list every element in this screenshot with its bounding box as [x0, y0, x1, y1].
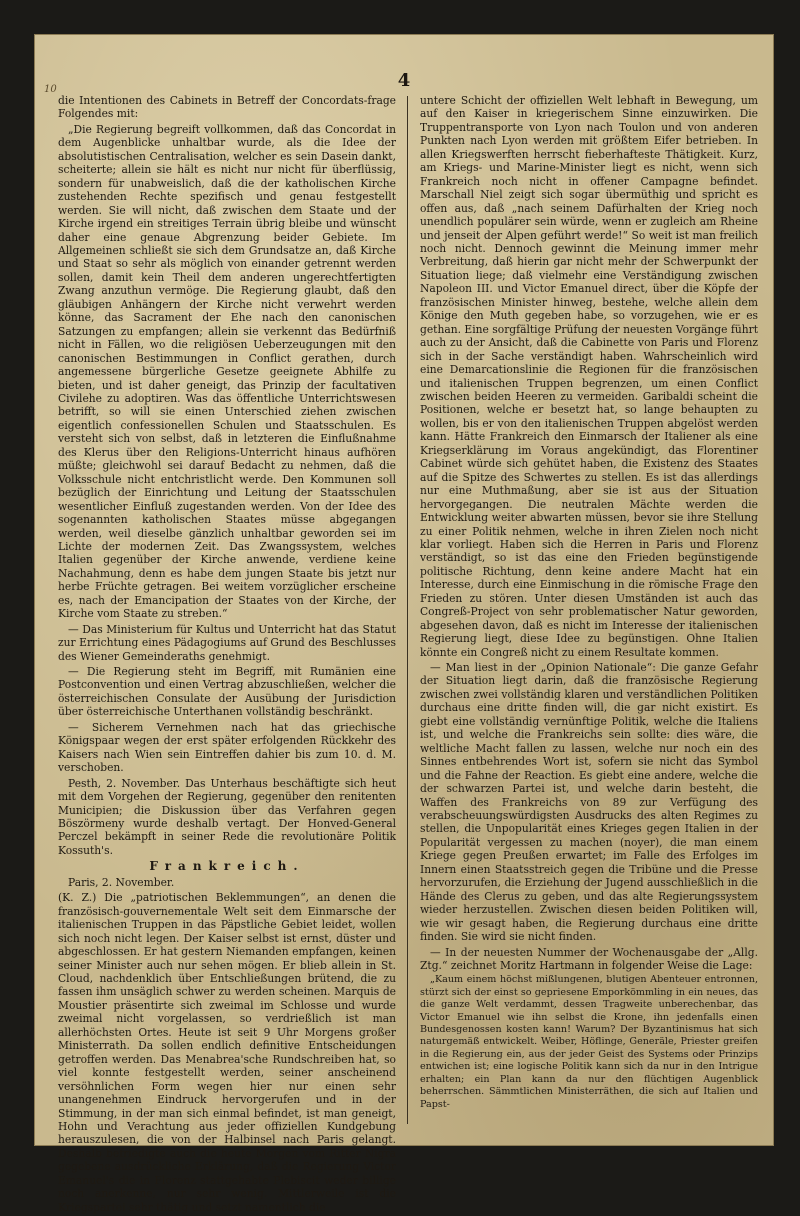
right-column	[420, 94, 758, 1113]
article-paragraph: untere Schicht der offiziellen Welt lebhaft in Bewegung, um auf den Kaiser in kriegerischem Sinne einzuwirken. Die Truppentransporte von Lyon nach Toulon und von anderen Punkten nach Lyon werden mit größtem Eifer betrieben. In allen Kriegswerften herrscht fieberhafteste Thätigkeit. Kurz, am Kriegs- und Marine-Minister liegt es nicht, wenn sich Frankreich noch nicht in offener Campagne befindet. Marschall Niel zeigt sich sogar übermüthig und spricht es offen aus, daß „nach seinem Dafürhalten der Krieg noch unendlich populärer sein würde, wenn er zugleich am Rheine und jenseit der Alpen geführt werde!“ So weit ist man freilich noch nicht. Dennoch gewinnt die Meinung immer mehr Verbreitung, daß hierin gar nicht mehr der Schwerpunkt der Situation liege; daß vielmehr eine Verständigung zwischen Napoleon III. und Victor Emanuel direct, über die Köpfe der französischen Minister hinweg, bestehe, welche allein dem Könige den Muth gegeben habe, so vorzugehen, wie er es gethan. Eine sorgfältige Prüfung der neuesten Vorgänge führt auch zu der Ansicht, daß die Cabinette von Paris und Florenz sich in der Sache verständigt haben. Wahrscheinlich wird eine Demarcationslinie die Regionen für die französischen und italienischen Truppen begrenzen, um einen Conflict zwischen beiden Heeren zu vermeiden. Garibaldi scheint die Positionen, welche er besetzt hat, so lange behaupten zu wollen, bis er von den italienischen Truppen abgelöst werden kann. Hätte Frankreich den Einmarsch der Italiener als eine Kriegserklärung im Voraus angekündigt, das Florentiner Cabinet würde sich gehütet haben, die Existenz des Staates auf die Spitze des Schwertes zu stellen. Es ist das allerdings nur eine Muthmaßung, aber sie ist aus der Situation hervorgegangen. Die neutralen Mächte werden die Entwicklung weiter abwarten müssen, bevor sie ihre Stellung zu einer Politik nehmen, welche in ihren Zielen noch nicht klar vorliegt. Haben sich die Herren in Paris und Florenz verständigt, so ist das eine den Frieden begünstigende politische Richtung, denn keine andere Macht hat ein Interesse, durch eine Einmischung in die römische Frage den Frieden zu stören. Unter diesen Umständen ist auch das Congreß-Project von sehr problematischer Natur geworden, abgesehen davon, daß es nicht im Interesse der italienischen Regierung liegt, diese Idee zu begünstigen. Ohne Italien könnte ein Congreß nicht zu einem Resultate kommen.	[420, 94, 758, 659]
article-paragraph: — Sicherem Vernehmen nach hat das griechische Königspaar wegen der erst später erfolgenden Rückkehr des Kaisers nach Wien sein Eintreffen dahier bis zum 10. d. M. verschoben.	[58, 720, 396, 775]
article-paragraph: „Kaum einem höchst mißlungenen, blutigen Abenteuer entronnen, stürzt sich der einst so gepriesene Emporkömmling in ein neues, das die ganze Welt verdammt, dessen Tragweite unberechenbar, das Victor Emanuel wie ihn selbst die Krone, ihn jedenfalls einen Bundesgenossen kosten kann! Warum? Der Byzantinismus hat sich naturgemäß entwickelt. Weiber, Höflinge, Generäle, Priester greifen in die Regierung ein, aus der jeder Geist des Systems oder Prinzips entwichen ist; eine logische Politik kann sich da nur in den Intrigue erhalten; ein Plan kann da nur den flüchtigen Augenblick beherrschen. Sämmtlichen Ministerräthen, die sich auf Italien und Papst-	[420, 974, 758, 1110]
pencil-page-mark: 10	[44, 84, 57, 95]
article-paragraph: Paris, 2. November.	[68, 875, 175, 889]
left-column	[58, 94, 396, 1216]
article-paragraph: — In der neuesten Nummer der Wochenausgabe der „Allg. Ztg.“ zeichnet Moritz Hartmann in folgender Weise die Lage:	[420, 945, 758, 972]
article-paragraph: — Die Regierung steht im Begriff, mit Rumänien eine Postconvention und einen Vertrag abzuschließen, welcher die österreichischen Consulate der Ausübung der Jurisdiction über österreichische Unterthanen vollständig beschränkt.	[58, 665, 396, 719]
page-number: 4	[397, 70, 411, 91]
article-paragraph: „Die Regierung begreift vollkommen, daß das Concordat in dem Augenblicke unhaltbar wurde, als die Idee der absolutistischen Centralisation, welcher es sein Dasein dankt, scheiterte; allein sie hält es nicht nur nicht für überflüssig, sondern für unabweislich, daß die der katholischen Kirche zustehenden Rechte spezifisch und genau festgestellt werden. Sie will nicht, daß zwischen dem Staate und der Kirche irgend ein streitiges Terrain übrig bleibe und wünscht daher eine genaue Abgrenzung beider Gebiete. Im Allgemeinen schließt sie sich dem Grundsatze an, daß Kirche und Staat so sehr als möglich von einander getrennt werden sollen, damit kein Theil dem anderen ungerechtfertigten Zwang anzuthun vermöge. Die Regierung glaubt, daß den gläubigen Anhängern der Kirche nicht verwehrt werden könne, das Sacrament der Ehe nach den canonischen Satzungen zu empfangen; allein sie verkennt das Bedürfniß nicht in Fällen, wo die religiösen Ueberzeugungen mit den canonischen Bestimmungen in Conflict gerathen, durch angemessene bürgerliche Gesetze geeignete Abhilfe zu bieten, und ist daher geneigt, das Prinzip der facultativen Civilehe zu adoptiren. Was das öffentliche Unterrichtswesen betrifft, so will sie einen Unterschied ziehen zwischen eigentlich confessionellen Schulen und Staatsschulen. Es versteht sich von selbst, daß in letzteren die Einflußnahme des Klerus über den Religions-Unterricht hinaus aufhören müßte; gleichwohl sei darauf Bedacht zu nehmen, daß die Volksschule nicht entchristlicht werde. Den Kommunen soll bezüglich der Einrichtung und Leitung der Staatsschulen wesentlicher Einfluß zugestanden werden. Von der Idee des sogenannten katholischen Staates müsse abgegangen werden, weil dieselbe gänzlich unhaltbar geworden sei im Lichte der modernen Zeit. Das Zwangssystem, welches Italien gegenüber der Kirche anwende, verdiene keine Nachahmung, denn es habe dem jungen Staate bis jetzt nur herbe Früchte getragen. Bei weitem vorzüglicher erscheine es, nach der Emancipation der Staates von der Kirche, der Kirche vom Staate zu streben.“	[58, 122, 396, 621]
column-divider	[407, 96, 408, 1124]
article-paragraph: Pesth, 2. November. Das Unterhaus beschäftigte sich heut mit dem Vorgehen der Regierung, gegenüber den renitenten Municipien; die Diskussion über das Verfahren gegen Böszörmeny wurde deshalb vertagt. Der Honved-General Perczel bekämpft in seiner Rede die revolutionäre Politik Kossuth's.	[58, 776, 396, 857]
section-heading: Frankreich.	[149, 859, 305, 874]
article-paragraph: (K. Z.) Die „patriotischen Beklemmungen“, an denen die französisch-gouvernementale Welt seit dem Einmarsche der italienischen Truppen in das Päpstliche Gebiet leidet, wollen sich noch nicht legen. Der Kaiser selbst ist ernst, düster und abgeschlossen. Er hat gestern Niemanden empfangen, keinen seiner Minister auch nur sehen mögen. Er blieb allein in St. Cloud, nachdenklich über Entschließungen brütend, die zu fassen ihm unsäglich schwer zu werden scheinen. Marquis de Moustier präsentirte sich zweimal im Schlosse und wurde zweimal nicht vorgelassen, so verdrießlich ist man allerhöchsten Ortes. Heute ist seit 9 Uhr Morgens großer Ministerrath. Da sollen endlich definitive Entscheidungen getroffen werden. Das Menabrea'sche Rundschreiben hat, so viel konnte festgestellt werden, seiner anscheinend versöhnlichen Form wegen hier nur einen sehr unangenehmen Eindruck hervorgerufen und in der Stimmung, in der man sich einmal befindet, ist man geneigt, Hohn und Verachtung aus jeder offiziellen Kundgebung herauszulesen, die von der Halbinsel nach Paris gelangt. Deshalb befriedigte auch die heute Morgen vom Ritter Nigra gegebene ausdrückliche Erklärung, daß die Regierung Victor Emanuel's die in Florenz stattgehabte Plebiscit weder billige noch anerkenne, nur sehr wenig. Mittlerweile ist die Kriegspartei sehr thätig und setzt namentlich die	[58, 891, 396, 1214]
article-paragraph: — Man liest in der „Opinion Nationale“: Die ganze Gefahr der Situation liegt darin, daß die französische Regierung zwischen zwei vollständig klaren und verständlichen Politiken durchaus eine dritte finden will, die gar nicht existirt. Es giebt eine vollständig vernünftige Politik, welche die Italiens ist, und welche die Frankreichs sein sollte: dies wäre, die weltliche Macht fallen zu lassen, welche nur noch ein des Sinnes entbehrendes Wort ist, sofern sie nicht das Symbol und die Fahne der Reaction. Es giebt eine andere, welche die der schwarzen Partei ist, und welche darin besteht, die Waffen des Frankreichs von 89 zur Verfügung des verabscheuungswürdigsten Ausdrucks des alten Regimes zu stellen, die Unpopularität eines Krieges gegen Italien in der Popularität vergessen zu machen (noyer), die man einem Kriege gegen Preußen erwartet; im Falle des Erfolges im Innern einen Staatsstreich gegen die Tribüne und die Presse hervorzurufen, die Erziehung der Jugend ausschließlich in die Hände des Clerus zu geben, und das alte Regierungssystem wieder herzustellen. Zwischen diesen beiden Politiken will, wie wir gesagt haben, die Regierung durchaus eine dritte finden. Sie wird sie nicht finden.	[420, 661, 758, 944]
text-columns	[58, 94, 758, 1214]
newspaper-page	[34, 34, 774, 1214]
article-paragraph: die Intentionen des Cabinets in Betreff der Concordats-frage Folgendes mit:	[58, 94, 396, 121]
article-paragraph: — Das Ministerium für Kultus und Unterricht hat das Statut zur Errichtung eines Pädagogiums auf Grund des Beschlusses des Wiener Gemeinderaths genehmigt.	[58, 622, 396, 663]
